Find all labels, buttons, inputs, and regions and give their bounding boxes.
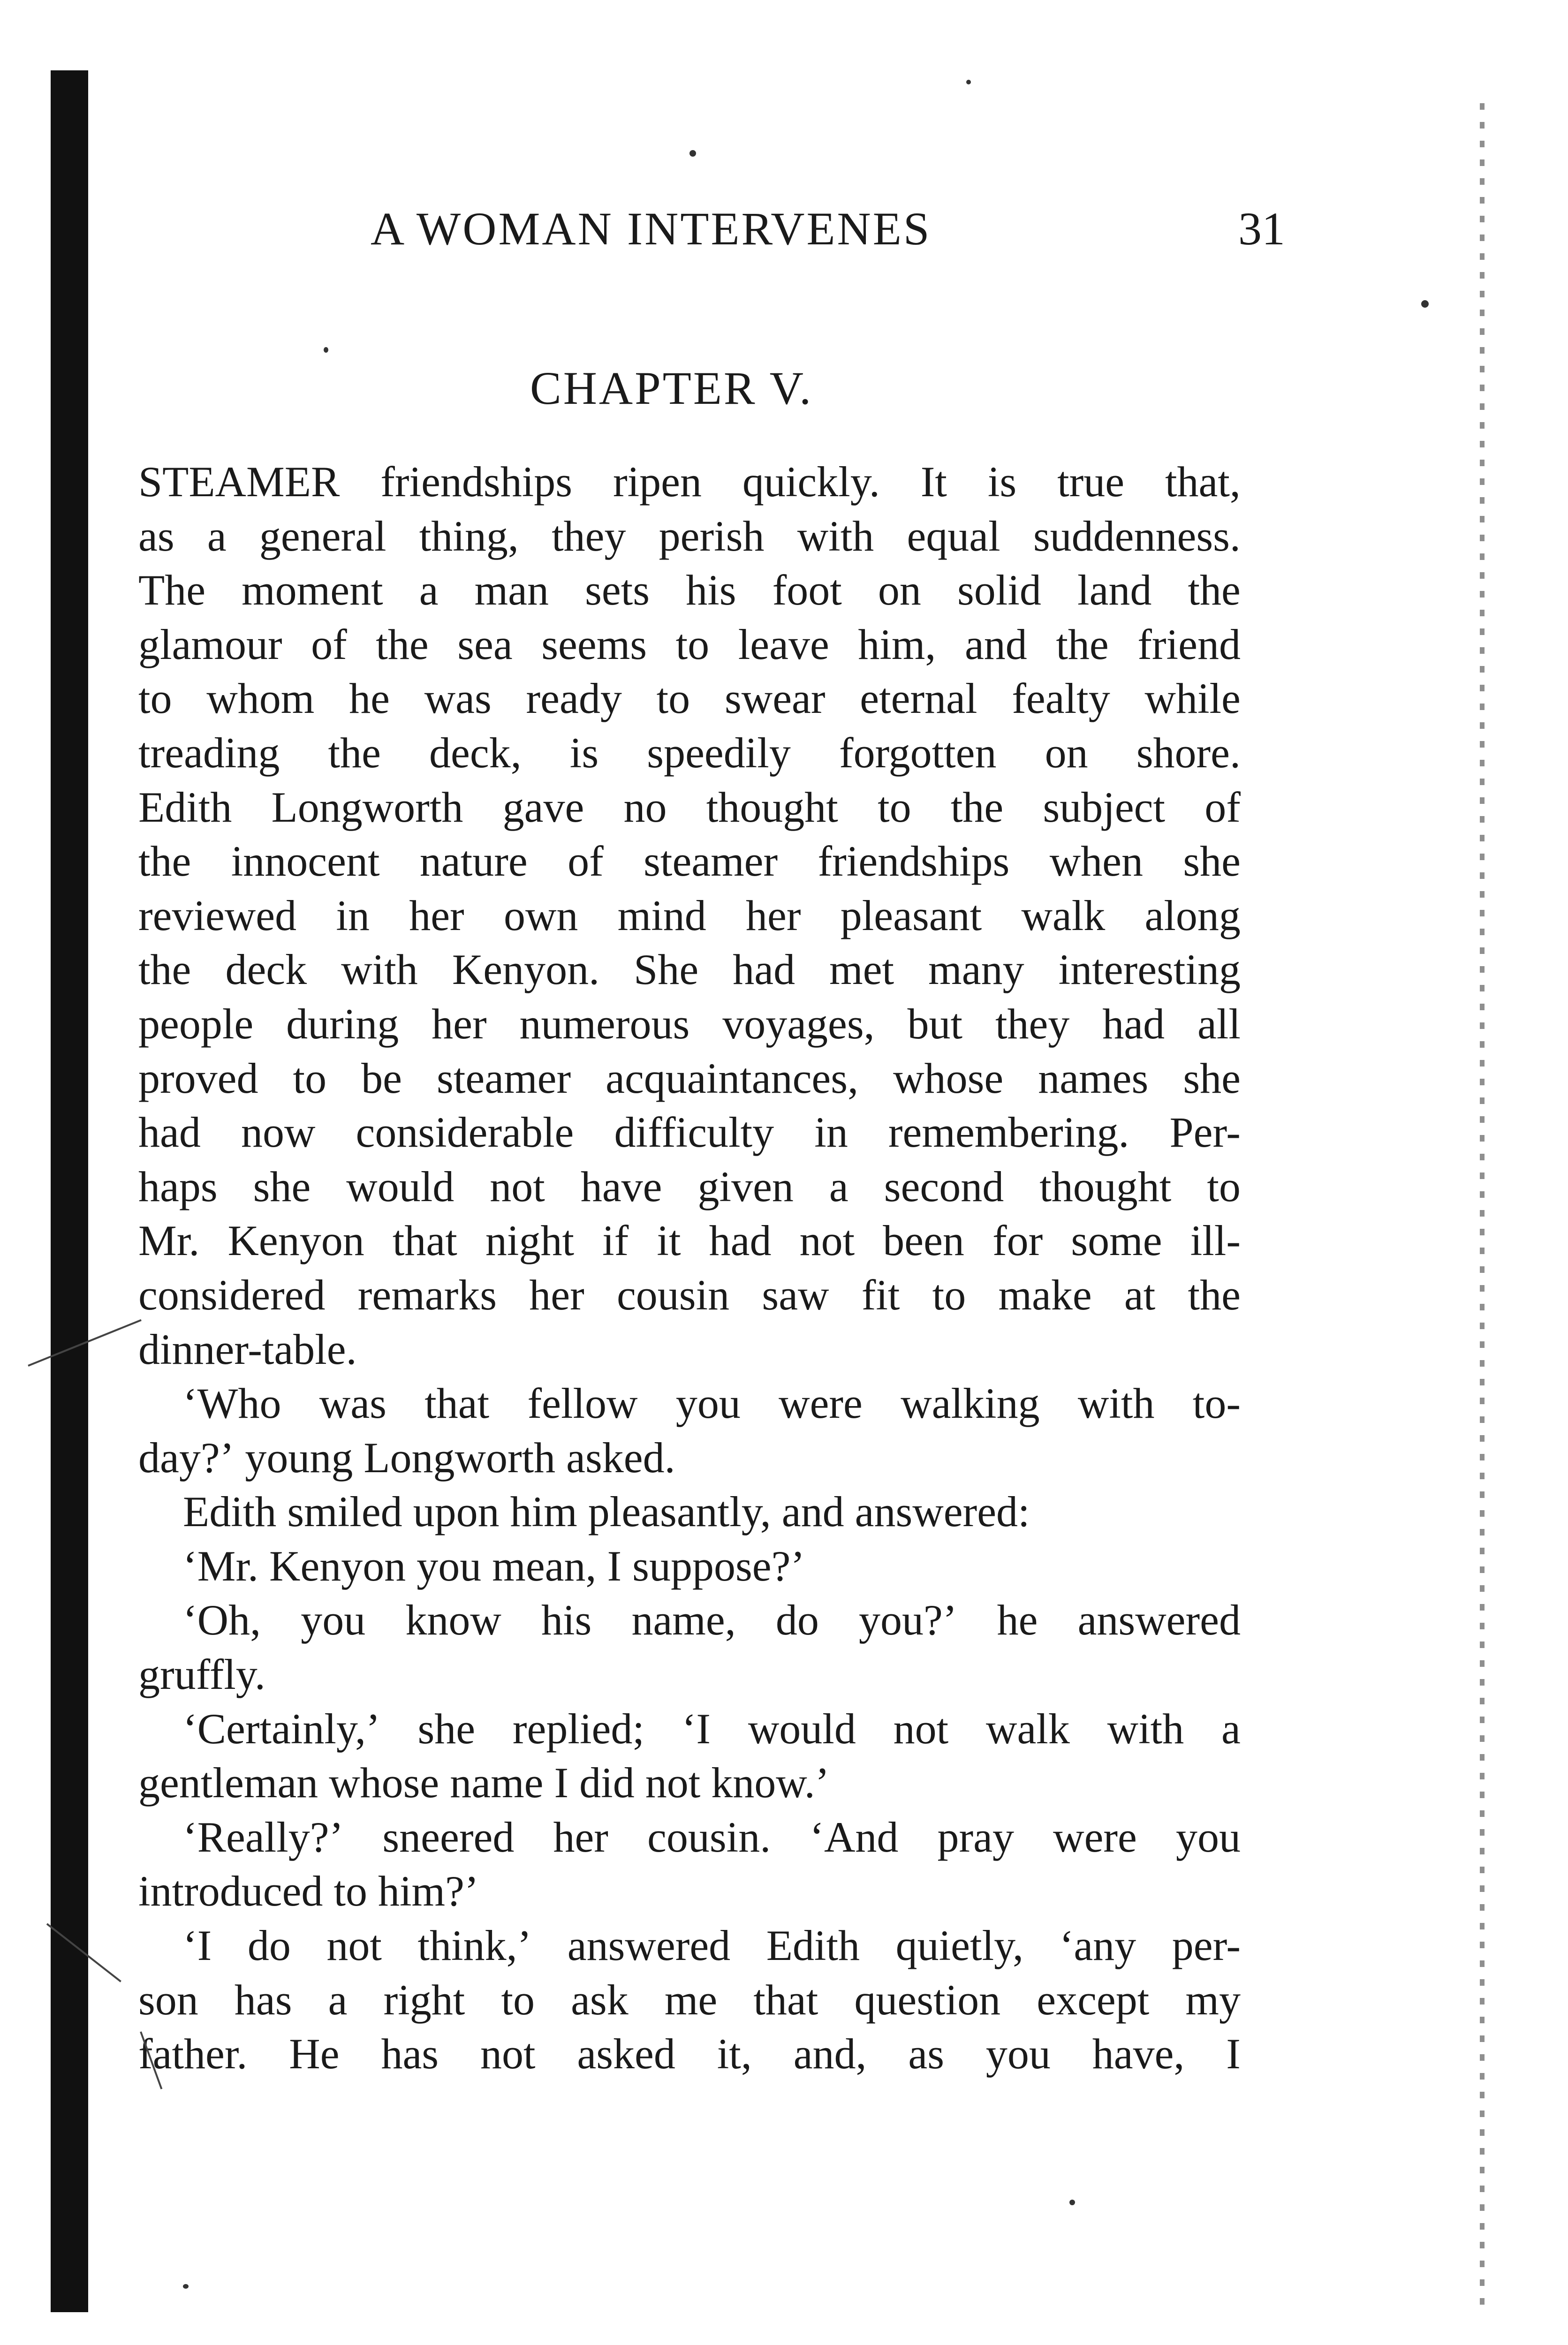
word: to xyxy=(333,1867,367,1915)
word: replied; xyxy=(512,1704,644,1753)
word: own xyxy=(503,891,578,939)
word: her xyxy=(432,999,487,1048)
word: along xyxy=(1144,891,1241,939)
word: with xyxy=(1107,1704,1184,1753)
word: asked xyxy=(577,2030,675,2078)
word: Kenyon. xyxy=(452,946,600,994)
scan-speck xyxy=(1069,2200,1075,2205)
word: with xyxy=(1077,1379,1155,1428)
word: considerable xyxy=(356,1108,574,1157)
word: ‘Really?’ xyxy=(183,1813,344,1861)
word: with xyxy=(341,946,418,994)
word: interesting xyxy=(1058,946,1241,994)
word: except xyxy=(1037,1975,1150,2024)
word: my xyxy=(1185,1975,1241,2024)
word: to xyxy=(656,674,690,723)
word: not xyxy=(490,1162,545,1210)
word: that xyxy=(424,1379,490,1428)
scan-speck xyxy=(1421,300,1429,308)
word: ask xyxy=(571,1975,629,2024)
scan-speck xyxy=(966,80,971,84)
word: she xyxy=(253,1162,311,1210)
text-line xyxy=(138,1268,1241,1323)
text-line xyxy=(138,509,1241,564)
word: fellow xyxy=(527,1379,638,1428)
word: no xyxy=(623,783,667,831)
word: if xyxy=(602,1217,629,1265)
word: Longworth xyxy=(271,783,463,831)
word: while xyxy=(1144,674,1241,723)
word: innocent xyxy=(231,837,380,885)
word: thing, xyxy=(419,512,519,560)
word: people xyxy=(138,999,254,1048)
word: he xyxy=(997,1596,1038,1644)
word: mind xyxy=(617,891,706,939)
word: be xyxy=(361,1054,402,1102)
text-line xyxy=(138,997,1241,1051)
word: that, xyxy=(1165,458,1241,506)
word: perish xyxy=(659,512,765,560)
word: sea xyxy=(457,620,513,668)
word: some xyxy=(1071,1217,1162,1265)
text-line xyxy=(138,1593,1241,1648)
word: not xyxy=(893,1704,949,1753)
word: solid xyxy=(957,566,1041,614)
word: walk xyxy=(986,1704,1070,1753)
word: that xyxy=(392,1217,457,1265)
word: you xyxy=(301,1596,366,1644)
text-line xyxy=(138,455,1241,509)
word: He xyxy=(289,2030,340,2078)
word: name, xyxy=(631,1596,736,1644)
word: mean, xyxy=(492,1542,597,1590)
word: answered xyxy=(1077,1596,1241,1644)
running-header xyxy=(371,202,1285,258)
word: suppose?’ xyxy=(632,1542,805,1590)
word: swear xyxy=(724,674,826,723)
word: for xyxy=(992,1217,1043,1265)
text-line xyxy=(138,1485,1241,1539)
word: remembering. xyxy=(888,1108,1129,1157)
word: whose xyxy=(329,1759,439,1807)
word: man xyxy=(474,566,549,614)
word: to xyxy=(1207,1162,1241,1210)
word: on xyxy=(878,566,921,614)
word: walking xyxy=(901,1379,1040,1428)
word: names xyxy=(1038,1054,1149,1102)
word: pray xyxy=(937,1813,1015,1861)
word: not xyxy=(645,1759,701,1807)
word: the xyxy=(376,620,429,668)
word: cousin. xyxy=(647,1813,771,1861)
word: her xyxy=(746,891,801,939)
word: she xyxy=(1183,1054,1241,1102)
word: of xyxy=(568,837,604,885)
word: not xyxy=(326,1921,382,1970)
word: I xyxy=(607,1542,622,1590)
word: father. xyxy=(138,2030,248,2078)
word: pleasant xyxy=(840,891,982,939)
word: they xyxy=(995,999,1070,1048)
word: gruffly. xyxy=(138,1650,265,1699)
word: young xyxy=(245,1433,353,1482)
word: the xyxy=(1188,1271,1241,1319)
word: the xyxy=(1056,620,1109,668)
word: his xyxy=(541,1596,592,1644)
word: a xyxy=(328,1975,348,2024)
word: seems xyxy=(541,620,647,668)
word: land xyxy=(1077,566,1152,614)
word: difficulty xyxy=(614,1108,774,1157)
text-line xyxy=(138,1214,1241,1268)
word: sneered xyxy=(382,1813,515,1861)
word: shore. xyxy=(1136,728,1241,777)
word: leave xyxy=(738,620,829,668)
text-line xyxy=(138,1323,1241,1377)
word: you?’ xyxy=(858,1596,957,1644)
word: cousin xyxy=(616,1271,730,1319)
text-line xyxy=(138,1051,1241,1106)
text-line xyxy=(138,1648,1241,1702)
word: general xyxy=(259,512,386,560)
word: pleasantly, xyxy=(588,1488,771,1536)
word: that xyxy=(753,1975,818,2024)
word: name xyxy=(450,1759,544,1807)
chapter-heading: CHAPTER V. xyxy=(530,362,813,414)
word: The xyxy=(138,566,206,614)
text-line xyxy=(138,1756,1241,1810)
scan-speck xyxy=(183,2284,189,2289)
word: introduced xyxy=(138,1867,323,1915)
word: numerous xyxy=(519,999,690,1048)
text-line xyxy=(138,1864,1241,1919)
word: when xyxy=(1049,837,1143,885)
word: to xyxy=(932,1271,966,1319)
word: she xyxy=(417,1704,476,1753)
word: dinner-table. xyxy=(138,1325,357,1373)
word: gentleman xyxy=(138,1759,318,1807)
word: asked. xyxy=(566,1433,675,1482)
word: to xyxy=(501,1975,535,2024)
word: forgotten xyxy=(839,728,997,777)
word: whose xyxy=(893,1054,1004,1102)
word: STEAMER xyxy=(138,458,340,506)
word: him?’ xyxy=(378,1867,479,1915)
word: right xyxy=(383,1975,465,2024)
word: quietly, xyxy=(895,1921,1024,1970)
word: and xyxy=(964,620,1027,668)
word: as xyxy=(138,512,174,560)
word: smiled xyxy=(287,1488,402,1536)
word: deck xyxy=(225,946,307,994)
word: you xyxy=(1175,1813,1241,1861)
word: per- xyxy=(1172,1921,1241,1970)
word: It xyxy=(920,458,947,506)
word: equal xyxy=(907,512,1000,560)
word: would xyxy=(748,1704,856,1753)
word: and, xyxy=(793,2030,867,2078)
text-line xyxy=(138,943,1241,997)
word: he xyxy=(349,674,390,723)
word: the xyxy=(138,837,191,885)
word: had xyxy=(709,1217,772,1265)
word: Mr. xyxy=(138,1217,200,1265)
text-line xyxy=(138,618,1241,672)
word: was xyxy=(319,1379,386,1428)
word: Per- xyxy=(1169,1108,1241,1157)
word: it, xyxy=(717,2030,752,2078)
text-line xyxy=(138,1105,1241,1160)
word: son xyxy=(138,1975,198,2024)
word: on xyxy=(1045,728,1088,777)
word: friendships xyxy=(380,458,573,506)
binding-shadow xyxy=(51,70,88,2312)
text-line xyxy=(138,1919,1241,1973)
word: foot xyxy=(772,566,842,614)
word: eternal xyxy=(860,674,977,723)
word: thought xyxy=(1039,1162,1172,1210)
word: him, xyxy=(858,620,936,668)
word: the xyxy=(138,946,191,994)
word: fit xyxy=(861,1271,900,1319)
word: is xyxy=(987,458,1017,506)
word: her xyxy=(409,891,464,939)
text-line xyxy=(138,1160,1241,1214)
word: whom xyxy=(206,674,315,723)
word: of xyxy=(311,620,347,668)
word: ripen xyxy=(613,458,702,506)
word: moment xyxy=(242,566,383,614)
word: nature xyxy=(419,837,528,885)
word: second xyxy=(884,1162,1004,1210)
word: do xyxy=(775,1596,819,1644)
word: Edith xyxy=(766,1921,860,1970)
word: ‘Who xyxy=(183,1379,281,1428)
word: gave xyxy=(502,783,584,831)
page-number: 31 xyxy=(1238,203,1285,255)
word: ‘And xyxy=(810,1813,899,1861)
word: quickly. xyxy=(742,458,880,506)
word: been xyxy=(883,1217,964,1265)
word: ready xyxy=(526,674,622,723)
word: Edith xyxy=(183,1488,277,1536)
word: she xyxy=(1183,837,1241,885)
page-edge-marks xyxy=(1480,103,1485,2307)
word: now xyxy=(241,1108,316,1157)
word: had xyxy=(733,946,795,994)
word: had xyxy=(1102,999,1165,1048)
text-line xyxy=(138,1810,1241,1865)
word: sets xyxy=(585,566,650,614)
text-line xyxy=(138,1702,1241,1756)
word: to xyxy=(138,674,172,723)
word: considered xyxy=(138,1271,326,1319)
word: Longworth xyxy=(364,1433,556,1482)
word: haps xyxy=(138,1162,218,1210)
word: all xyxy=(1197,999,1241,1048)
word: deck, xyxy=(429,728,522,777)
word: the xyxy=(950,783,1004,831)
word: many xyxy=(928,946,1024,994)
word: fealty xyxy=(1012,674,1110,723)
word: She xyxy=(634,946,699,994)
text-line xyxy=(138,780,1241,835)
word: of xyxy=(1204,783,1241,831)
word: the xyxy=(1188,566,1241,614)
word: has xyxy=(381,2030,439,2078)
word: ‘any xyxy=(1059,1921,1136,1970)
word: during xyxy=(286,999,399,1048)
word: ‘Oh, xyxy=(183,1596,261,1644)
word: thought xyxy=(706,783,838,831)
word: I xyxy=(1226,2030,1241,2078)
word: ‘I xyxy=(183,1921,212,1970)
word: at xyxy=(1124,1271,1156,1319)
word: the xyxy=(328,728,381,777)
word: her xyxy=(553,1813,608,1861)
word: know.’ xyxy=(711,1759,830,1807)
word: a xyxy=(207,512,227,560)
running-title: A WOMAN INTERVENES xyxy=(371,203,932,255)
word: with xyxy=(797,512,874,560)
word: her xyxy=(529,1271,584,1319)
word: not xyxy=(480,2030,536,2078)
word: in xyxy=(336,891,370,939)
word: Kenyon xyxy=(227,1217,364,1265)
word: make xyxy=(998,1271,1092,1319)
word: given xyxy=(697,1162,794,1210)
word: and xyxy=(781,1488,844,1536)
word: to xyxy=(293,1054,327,1102)
text-line xyxy=(138,726,1241,780)
body-text xyxy=(138,455,1241,2081)
word: would xyxy=(346,1162,454,1210)
word: to xyxy=(675,620,710,668)
word: you xyxy=(985,2030,1051,2078)
word: suddenness. xyxy=(1033,512,1241,560)
word: think,’ xyxy=(417,1921,532,1970)
word: a xyxy=(1221,1704,1241,1753)
word: answered xyxy=(567,1921,731,1970)
word: is xyxy=(569,728,599,777)
word: ‘Certainly,’ xyxy=(183,1704,380,1753)
word: friend xyxy=(1137,620,1241,668)
word: subject xyxy=(1043,783,1166,831)
word: speedily xyxy=(647,728,791,777)
text-line xyxy=(138,563,1241,618)
word: you xyxy=(675,1379,741,1428)
word: to- xyxy=(1192,1379,1241,1428)
word: answered: xyxy=(855,1488,1030,1536)
text-line xyxy=(138,2027,1241,2081)
word: have, xyxy=(1092,2030,1185,2078)
text-line xyxy=(138,1973,1241,2027)
word: acquaintances, xyxy=(606,1054,859,1102)
word: day?’ xyxy=(138,1433,235,1482)
word: reviewed xyxy=(138,891,297,939)
word: met xyxy=(829,946,894,994)
word: did xyxy=(579,1759,635,1807)
word: not xyxy=(799,1217,855,1265)
text-line xyxy=(138,672,1241,726)
word: remarks xyxy=(357,1271,497,1319)
text-line xyxy=(138,889,1241,943)
scan-speck xyxy=(324,347,328,353)
scan-speck xyxy=(689,150,696,157)
word: they xyxy=(552,512,626,560)
text-line xyxy=(138,834,1241,889)
word: walk xyxy=(1021,891,1106,939)
word: as xyxy=(908,2030,945,2078)
word: Edith xyxy=(138,783,232,831)
word: had xyxy=(138,1108,201,1157)
word: you xyxy=(417,1542,482,1590)
word: it xyxy=(657,1217,681,1265)
word: steamer xyxy=(437,1054,571,1102)
word: his xyxy=(686,566,736,614)
word: were xyxy=(1053,1813,1137,1861)
word: question xyxy=(854,1975,1001,2024)
word: a xyxy=(829,1162,848,1210)
word: proved xyxy=(138,1054,258,1102)
word: a xyxy=(419,566,439,614)
word: me xyxy=(664,1975,718,2024)
word: friendships xyxy=(818,837,1010,885)
text-line xyxy=(138,1431,1241,1485)
word: Kenyon xyxy=(269,1542,406,1590)
word: was xyxy=(424,674,492,723)
word: treading xyxy=(138,728,280,777)
word: has xyxy=(234,1975,292,2024)
word: night xyxy=(485,1217,575,1265)
word: ‘I xyxy=(682,1704,711,1753)
text-line xyxy=(138,1377,1241,1431)
word: voyages, xyxy=(722,999,875,1048)
word: do xyxy=(247,1921,291,1970)
word: were xyxy=(779,1379,863,1428)
word: glamour xyxy=(138,620,282,668)
word: saw xyxy=(762,1271,829,1319)
word: have xyxy=(580,1162,662,1210)
word: in xyxy=(814,1108,848,1157)
word: I xyxy=(554,1759,569,1807)
text-line xyxy=(138,1539,1241,1594)
word: but xyxy=(907,999,963,1048)
word: know xyxy=(405,1596,501,1644)
word: ill- xyxy=(1190,1217,1241,1265)
word: steamer xyxy=(644,837,778,885)
word: true xyxy=(1057,458,1125,506)
word: upon xyxy=(413,1488,500,1536)
word: ‘Mr. xyxy=(183,1542,258,1590)
word: to xyxy=(878,783,911,831)
word: him xyxy=(510,1488,577,1536)
